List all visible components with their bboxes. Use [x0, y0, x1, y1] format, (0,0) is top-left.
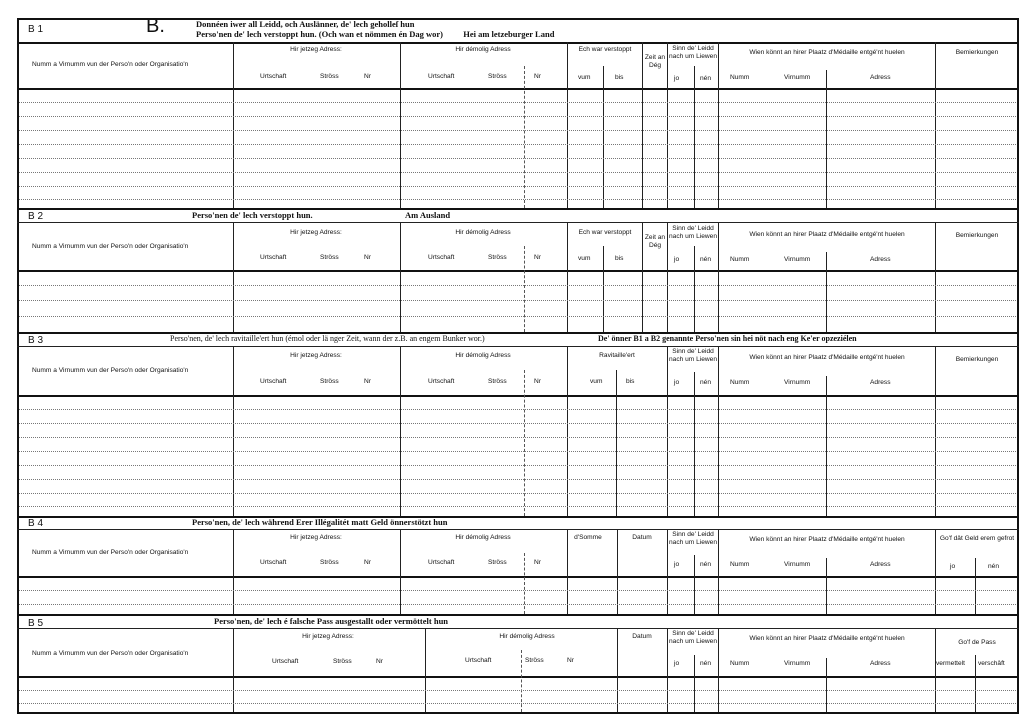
b3-row-7	[19, 493, 1016, 494]
b3-col-no: nén	[700, 379, 712, 386]
b1-col-former-town: Urtschaft	[428, 73, 455, 80]
b5-col-current-nr: Nr	[376, 658, 383, 665]
b4-header-bottom	[17, 576, 1019, 578]
b5-col-passed-on: vermettelt	[936, 660, 965, 667]
b2-col-former: Hir démolig Adress	[455, 229, 511, 236]
b1-header-top	[17, 42, 1019, 44]
b1-sub-medal-address	[826, 70, 827, 208]
section-id-b3: B 3	[28, 335, 44, 346]
b4-col-former-nr: Nr	[534, 559, 541, 566]
b1-col-sep-current	[400, 42, 401, 208]
b4-col-sep-medal	[935, 529, 936, 614]
b3-col-medal: Wien könnt an hirer Plaatz d'Médaille entgé'nt huelen	[749, 354, 905, 361]
b4-col-sep-sense	[718, 529, 719, 614]
b4-col-medal: Wien könnt an hirer Plaatz d'Médaille entgé'nt huelen	[749, 536, 905, 543]
b4-row-2	[19, 604, 1016, 605]
b4-top	[17, 516, 1019, 518]
b4-sub-yes-no	[694, 555, 695, 614]
b1-col-sep-medal	[935, 42, 936, 208]
b4-col-current: Hir jetzeg Adress:	[290, 534, 342, 541]
b2-sub-medal-address	[826, 252, 827, 332]
b1-col-address: Adress	[870, 74, 891, 81]
b3-col-to: bis	[626, 378, 635, 385]
b5-col-current-town: Urtschaft	[272, 658, 299, 665]
header-title-line2-suffix: Hei am letzeburger Land	[463, 29, 555, 39]
b4-sub-medal-address	[826, 558, 827, 614]
b4-sub-money-yes-no	[975, 558, 976, 614]
b5-col-last-name: Numm	[730, 660, 750, 667]
b5-top	[17, 614, 1019, 616]
b1-col-sep-time	[667, 42, 668, 208]
b2-col-yes: jo	[674, 256, 680, 263]
b3-col-sep-medal	[935, 346, 936, 516]
b1-row-3	[19, 130, 1016, 131]
b1-col-last-name: Numm	[730, 74, 750, 81]
b4-col-former: Hir démolig Adress	[455, 534, 511, 541]
b1-col-current-nr: Nr	[364, 73, 371, 80]
frame-bottom	[17, 712, 1019, 714]
b3-header-top	[17, 346, 1019, 347]
b5-col-sense: Sinn de' Leidd nach um Liewen	[668, 630, 718, 645]
b1-col-name: Numm a Virnumm vun der Perso'n oder Organisatio'n	[32, 61, 189, 68]
section-id-b4: B 4	[28, 518, 44, 529]
b4-header-top	[17, 529, 1019, 530]
b1-col-remarks: Bemierkungen	[955, 49, 999, 56]
header-title-line2	[196, 30, 554, 39]
b2-col-former-nr: Nr	[534, 254, 541, 261]
b5-col-sep-medal	[935, 628, 936, 712]
b5-col-sep-name	[233, 628, 234, 712]
b5-col-medal: Wien könnt an hirer Plaatz d'Médaille entgé'nt huelen	[749, 635, 905, 642]
b3-row-5	[19, 465, 1016, 466]
form-letter: B.	[146, 15, 165, 37]
b1-row-6	[19, 172, 1016, 173]
b2-col-hidden: Ech war verstoppt	[578, 229, 632, 236]
b5-col-current: Hir jetzeg Adress:	[302, 633, 354, 640]
b2-col-former-street: Ströss	[488, 254, 507, 261]
b1-col-hidden: Ech war verstoppt	[578, 46, 632, 53]
b2-col-time: Zeit an Dég	[644, 234, 666, 249]
b3-sub-former-nr	[524, 370, 525, 516]
b3-sub-medal-address	[826, 376, 827, 516]
b1-col-sep-former	[567, 42, 568, 208]
b2-top	[17, 208, 1019, 210]
b4-col-money-no: nén	[988, 563, 1000, 570]
b4-col-no: nén	[700, 561, 712, 568]
b2-col-address: Adress	[870, 256, 891, 263]
b2-col-current-street: Ströss	[320, 254, 339, 261]
b4-col-yes: jo	[674, 561, 680, 568]
b3-col-sep-former	[567, 346, 568, 516]
b2-col-to: bis	[615, 255, 624, 262]
b3-col-yes: jo	[674, 379, 680, 386]
b2-sub-from-to	[603, 246, 604, 332]
b1-col-current-street: Ströss	[320, 73, 339, 80]
b1-row-4	[19, 144, 1016, 145]
b3-col-last-name: Numm	[730, 379, 750, 386]
b3-col-current-nr: Nr	[364, 378, 371, 385]
b3-top	[17, 332, 1019, 334]
b4-col-address: Adress	[870, 561, 891, 568]
b2-col-medal: Wien könnt an hirer Plaatz d'Médaille entgé'nt huelen	[749, 231, 905, 238]
b5-col-former: Hir démolig Adress	[499, 633, 555, 640]
section-id-b5: B 5	[28, 618, 44, 629]
b2-header-top	[17, 222, 1019, 223]
b4-col-sep-name	[233, 529, 234, 614]
b1-col-medal: Wien könnt an hirer Plaatz d'Médaille entgé'nt huelen	[749, 49, 905, 56]
b2-row-3	[19, 316, 1016, 317]
section-id-b1: B 1	[28, 24, 44, 35]
b2-col-current-town: Urtschaft	[260, 254, 287, 261]
b3-col-current-street: Ströss	[320, 378, 339, 385]
b2-col-current-nr: Nr	[364, 254, 371, 261]
b2-title: Perso'nen de' lech verstoppt hun.	[192, 210, 313, 220]
b2-col-former-town: Urtschaft	[428, 254, 455, 261]
b3-col-former: Hir démolig Adress	[455, 352, 511, 359]
b3-col-sense: Sinn de' Leidd nach um Liewen	[668, 348, 718, 363]
b5-row-1	[19, 690, 1016, 691]
b3-col-sep-supplied	[667, 346, 668, 516]
b2-col-from: vum	[578, 255, 591, 262]
b1-row-8	[19, 199, 1016, 200]
b3-col-current-town: Urtschaft	[260, 378, 287, 385]
b3-title: Perso'nen, de' lech ravitaille'ert hun (émol oder lä nger Zeit, wann der z.B. an engem Bunker wor.)	[170, 334, 485, 343]
b3-col-former-street: Ströss	[488, 378, 507, 385]
b3-col-supplied: Ravitaille'ert	[599, 352, 635, 359]
b3-col-sep-sense	[718, 346, 719, 516]
b5-title: Perso'nen, de' lech é falsche Pass ausgestallt oder vermöttelt hun	[214, 616, 449, 626]
b4-title: Perso'nen, de' lech während Erer Illégalitét matt Geld önnerstötzt hun	[192, 517, 448, 527]
b5-header-bottom	[17, 676, 1019, 678]
b2-sub-yes-no	[694, 246, 695, 332]
b3-col-current: Hir jetzeg Adress:	[290, 352, 342, 359]
b1-col-to: bis	[615, 74, 624, 81]
b5-col-sep-sense	[718, 628, 719, 712]
b4-row-1	[19, 590, 1016, 591]
b5-col-yes: jo	[674, 660, 680, 667]
b5-col-name: Numm a Virnumm vun der Perso'n oder Organisatio'n	[32, 650, 189, 657]
section-id-b2: B 2	[28, 211, 44, 222]
b4-col-sep-former	[567, 529, 568, 614]
b4-col-money-yes: jo	[950, 563, 956, 570]
b4-col-current-street: Ströss	[320, 559, 339, 566]
b2-col-sense: Sinn de' Leidd nach um Liewen	[668, 225, 718, 240]
b1-row-1	[19, 102, 1016, 103]
b5-col-former-street: Ströss	[525, 657, 544, 664]
b5-col-former-town: Urtschaft	[465, 657, 492, 664]
b1-col-first-name: Virnumm	[784, 74, 811, 81]
b3-header-bottom	[17, 395, 1019, 397]
b2-subtitle: Am Ausland	[405, 210, 451, 220]
b1-col-former: Hir démolig Adress	[455, 46, 511, 53]
b3-row-2	[19, 423, 1016, 424]
b5-row-2	[19, 703, 1016, 704]
b3-col-former-nr: Nr	[534, 378, 541, 385]
b4-col-last-name: Numm	[730, 561, 750, 568]
b4-col-name: Numm a Virnumm vun der Perso'n oder Organisatio'n	[32, 549, 189, 556]
b1-col-no: nén	[700, 75, 712, 82]
b3-col-sep-name	[233, 346, 234, 516]
b2-col-no: nén	[700, 256, 712, 263]
b4-col-money-given: Go'f dât Geld erem gefrot	[939, 535, 1015, 542]
b2-sub-former-nr	[524, 246, 525, 332]
b3-col-first-name: Virnumm	[784, 379, 811, 386]
b5-col-sep-current	[425, 628, 426, 712]
b4-col-sep-sum	[617, 529, 618, 614]
b5-col-pass-given: Go'f de Pass	[958, 639, 996, 646]
b4-col-date: Datum	[632, 534, 652, 541]
b5-col-address: Adress	[870, 660, 891, 667]
b3-col-name: Numm a Virnumm vun der Perso'n oder Organisatio'n	[32, 367, 189, 374]
b1-col-current-town: Urtschaft	[260, 73, 287, 80]
b3-row-1	[19, 409, 1016, 410]
b3-row-3	[19, 437, 1016, 438]
b3-col-remarks: Bemierkungen	[955, 356, 999, 363]
b2-row-2	[19, 300, 1016, 301]
b2-header-bottom	[17, 270, 1019, 272]
b1-header-bottom	[17, 88, 1019, 90]
b2-col-last-name: Numm	[730, 256, 750, 263]
b3-row-4	[19, 451, 1016, 452]
frame-right	[1017, 18, 1019, 714]
b2-col-name: Numm a Virnumm vun der Perso'n oder Organisatio'n	[32, 243, 189, 250]
b1-row-5	[19, 158, 1016, 159]
b4-col-first-name: Virnumm	[784, 561, 811, 568]
b1-row-7	[19, 186, 1016, 187]
b5-header-top	[17, 628, 1019, 629]
b1-col-sep-sense	[718, 42, 719, 208]
b1-row-2	[19, 116, 1016, 117]
b1-col-former-nr: Nr	[534, 73, 541, 80]
header-title-line1: Donnéen iwer all Leidd, och Auslänner, de' lech geholleſ hun	[196, 19, 415, 29]
b3-col-sep-current	[400, 346, 401, 516]
b4-col-former-town: Urtschaft	[428, 559, 455, 566]
b5-col-first-name: Virnumm	[784, 660, 811, 667]
b4-col-former-street: Ströss	[488, 559, 507, 566]
b5-col-date: Datum	[632, 633, 652, 640]
b3-sub-from-to	[616, 370, 617, 516]
b4-col-sense: Sinn de' Leidd nach um Liewen	[668, 531, 718, 546]
b5-col-obtained: verschâft	[978, 660, 1005, 667]
b5-col-sep-former	[617, 628, 618, 712]
b3-col-former-town: Urtschaft	[428, 378, 455, 385]
b4-col-current-nr: Nr	[364, 559, 371, 566]
b1-col-from: vum	[578, 74, 591, 81]
b1-col-sense: Sinn de' Leidd nach um Liewen	[668, 45, 718, 60]
b3-row-6	[19, 479, 1016, 480]
b3-col-address: Adress	[870, 379, 891, 386]
b3-sub-yes-no	[694, 372, 695, 516]
b4-col-sum: d'Somme	[574, 534, 602, 541]
b3-row-8	[19, 506, 1016, 507]
b1-col-time: Zeit an Dég	[644, 54, 666, 69]
b2-col-current: Hir jetzeg Adress:	[290, 229, 342, 236]
b4-col-current-town: Urtschaft	[260, 559, 287, 566]
frame-left	[17, 18, 19, 714]
b1-col-sep-name	[233, 42, 234, 208]
b2-row-1	[19, 285, 1016, 286]
b4-col-sep-current	[400, 529, 401, 614]
b2-col-first-name: Virnumm	[784, 256, 811, 263]
b5-col-current-street: Ströss	[333, 658, 352, 665]
b2-col-remarks: Bemierkungen	[955, 232, 999, 239]
b1-col-current: Hir jetzeg Adress:	[290, 46, 342, 53]
b5-col-no: nén	[700, 660, 712, 667]
frame-top	[17, 18, 1019, 20]
b1-col-yes: jo	[674, 75, 680, 82]
b5-col-former-nr: Nr	[567, 657, 574, 664]
header-title-line2-text: Perso'nen de' lech verstoppt hun. (Och wan et nömmen én Dag wor)	[196, 29, 443, 39]
b3-col-from: vum	[590, 378, 603, 385]
b1-col-former-street: Ströss	[488, 73, 507, 80]
b3-subtitle: De' önner B1 a B2 genannte Perso'nen sin hei nöt nach eng Ke'er opzeziélen	[598, 334, 857, 343]
